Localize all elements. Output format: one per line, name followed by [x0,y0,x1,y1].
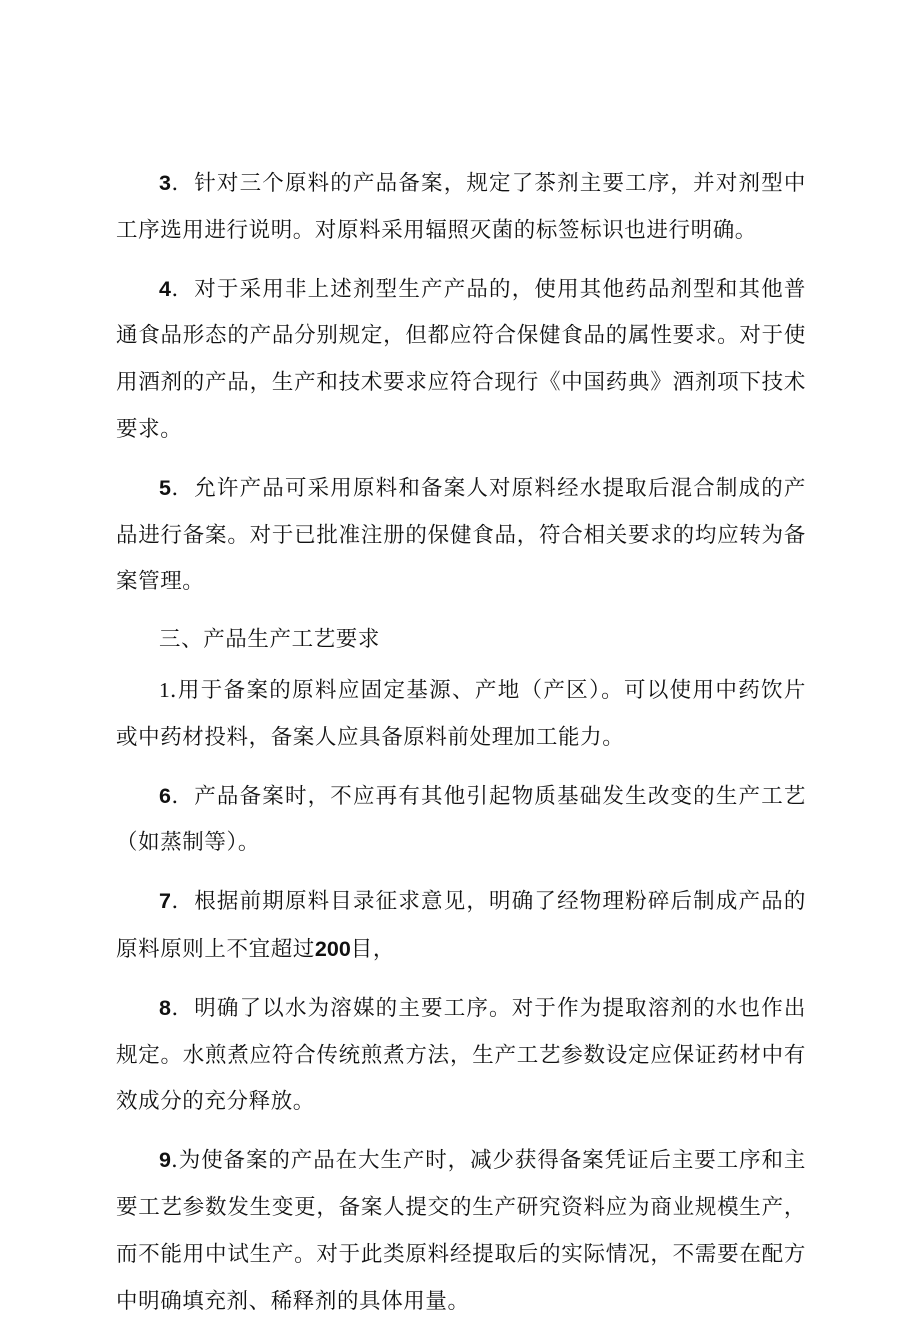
item-number: 4 [159,276,171,301]
item-text: ．根据前期原料目录征求意见，明确了经物理粉碎后制成产品的原料原则上不宜超过 [116,889,806,962]
item-number: 7 [159,889,171,914]
item-number: 6 [159,783,171,808]
item-6-paragraph [116,773,806,868]
mesh-value: 200 [314,936,351,961]
item-text: ．对于采用非上述剂型生产产品的，使用其他药品剂型和其他普通食品形态的产品分别规定，但都应符合保健食品的属性要求。对于使用酒剂的产品，生产和技术要求应符合现行《中国药典》酒剂项下技术要求。 [116,276,806,442]
item-number: 1 [159,677,170,702]
item-5-paragraph [116,465,806,606]
item-7-paragraph [116,878,806,974]
item-text: .用于备案的原料应固定基源、产地（产区）。可以使用中药饮片或中药材投料，备案人应具备原料前处理加工能力。 [116,677,806,750]
item-4-paragraph [116,266,806,454]
item-text: ．产品备案时，不应再有其他引起物质基础发生改变的生产工艺（如蒸制等）。 [116,783,806,856]
item-text: ．明确了以水为溶媒的主要工序。对于作为提取溶剂的水也作出规定。水煎煮应符合传统煎煮方法，生产工艺参数设定应保证药材中有效成分的充分释放。 [116,995,806,1115]
item-text: ．针对三个原料的产品备案，规定了茶剂主要工序，并对剂型中工序选用进行说明。对原料采用辐照灭菌的标签标识也进行明确。 [116,171,806,243]
item-3-paragraph [116,160,806,255]
item-1-paragraph [116,667,806,762]
item-number: 9 [159,1148,171,1173]
item-number: 8 [159,995,171,1020]
section-heading: 三、产品生产工艺要求 [159,627,381,653]
item-number: 3 [159,171,171,195]
item-9-paragraph [116,1137,806,1325]
item-text: .为使备案的产品在大生产时，减少获得备案凭证后主要工序和主要工艺参数发生变更，备案人提交的生产研究资料应为商业规模生产，而不能用中试生产。对于此类原料经提取后的实际情况，不需要在配方中明确填充剂、稀释剂的具体用量。 [116,1148,806,1314]
item-8-paragraph [116,985,806,1126]
item-number: 5 [159,475,171,500]
document-body [116,160,806,1325]
item-text-end: 目， [350,936,395,962]
item-text: ．允许产品可采用原料和备案人对原料经水提取后混合制成的产品进行备案。对于已批准注册的保健食品，符合相关要求的均应转为备案管理。 [116,475,806,595]
